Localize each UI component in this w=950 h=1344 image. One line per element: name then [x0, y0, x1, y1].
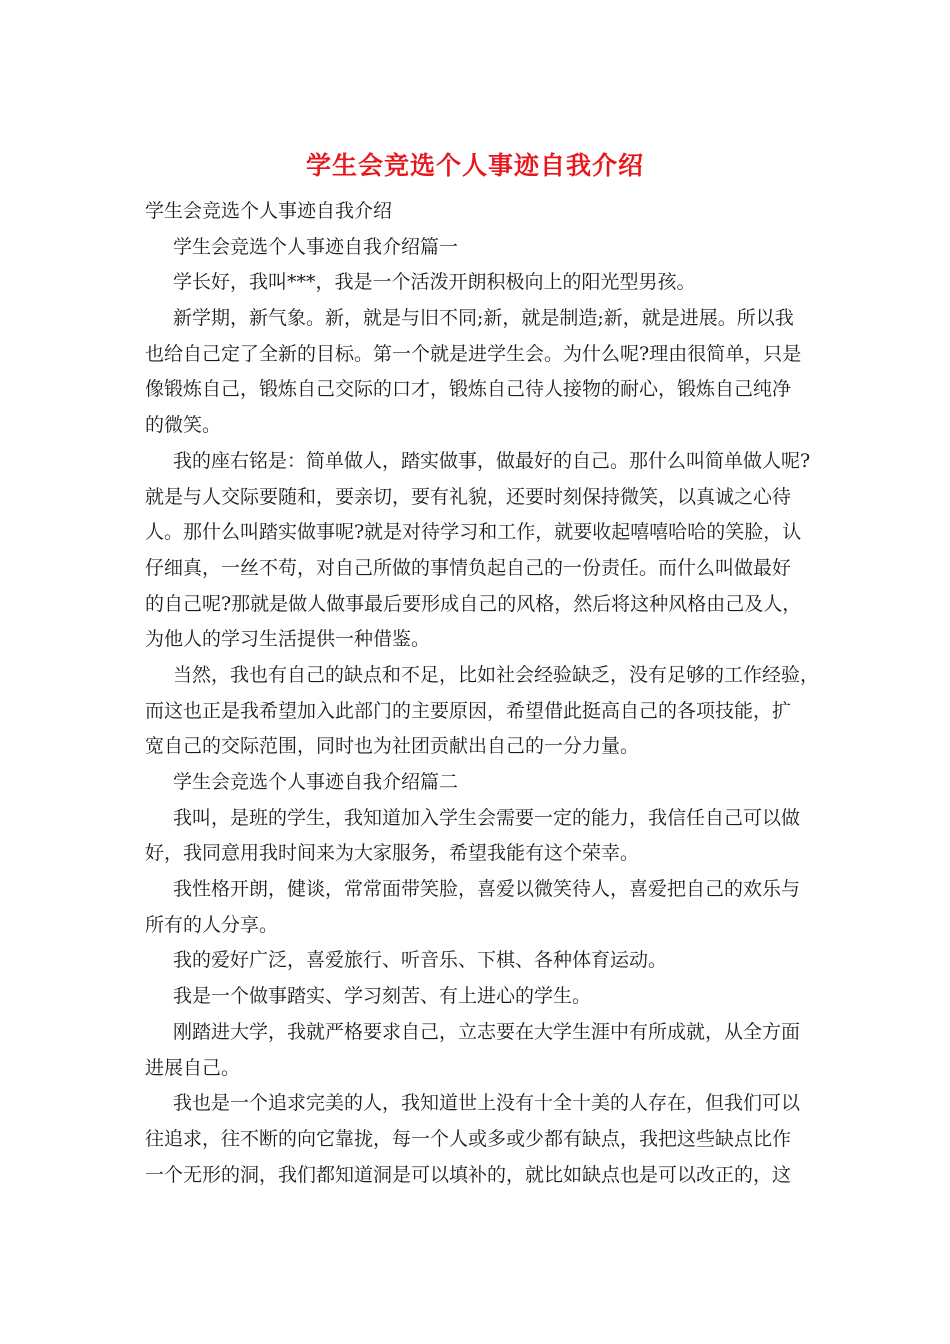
text-line: 学长好，我叫***，我是一个活泼开朗积极向上的阳光型男孩。: [173, 271, 696, 294]
document-title: 学生会竞选个人事迹自我介绍: [305, 151, 644, 180]
text-line: 宽自己的交际范围，同时也为社团贡献出自己的一分力量。: [145, 735, 640, 758]
text-line: 人。那什么叫踏实做事呢?就是对待学习和工作，就要收起嘻嘻哈哈的笑脸，认: [145, 521, 802, 544]
text-line: 我的座右铭是：简单做人，踏实做事，做最好的自己。那什么叫简单做人呢?: [173, 449, 811, 472]
text-line: 好，我同意用我时间来为大家服务，希望我能有这个荣幸。: [145, 842, 640, 865]
text-line: 就是与人交际要随和，要亲切，要有礼貌，还要时刻保持微笑，以真诚之心待: [145, 485, 792, 508]
text-line: 我是一个做事踏实、学习刻苦、有上进心的学生。: [173, 985, 592, 1008]
text-line: 我性格开朗，健谈，常常面带笑脸，喜爱以微笑待人，喜爱把自己的欢乐与: [173, 878, 801, 901]
text-line: 我也是一个追求完美的人，我知道世上没有十全十美的人存在，但我们可以: [173, 1092, 801, 1115]
text-line: 刚踏进大学，我就严格要求自己，立志要在大学生涯中有所成就，从全方面: [173, 1020, 801, 1043]
text-line: 学生会竞选个人事迹自我介绍篇二: [173, 771, 459, 793]
text-line: 我叫，是班的学生，我知道加入学生会需要一定的能力，我信任自己可以做: [173, 806, 801, 829]
text-line: 往追求，往不断的向它靠拢，每一个人或多或少都有缺点，我把这些缺点比作: [145, 1127, 792, 1150]
text-line: 新学期，新气象。新，就是与旧不同;新，就是制造;新，就是进展。所以我: [173, 307, 794, 330]
text-line: 所有的人分享。: [145, 913, 279, 936]
text-line: 学生会竞选个人事迹自我介绍篇一: [173, 235, 459, 258]
text-line: 仔细真，一丝不苟，对自己所做的事情负起自己的一份责任。而什么叫做最好: [145, 556, 792, 579]
text-line: 的自己呢?那就是做人做事最后要形成自己的风格，然后将这种风格由己及人，: [145, 592, 802, 615]
text-line: 当然，我也有自己的缺点和不足，比如社会经验缺乏，没有足够的工作经验，: [173, 663, 820, 686]
text-line: 的微笑。: [145, 414, 222, 437]
text-line: 为他人的学习生活提供一种借鉴。: [145, 628, 431, 651]
text-line: 而这也正是我希望加入此部门的主要原因，希望借此挺高自己的各项技能，扩: [145, 699, 792, 722]
text-line: 像锻炼自己，锻炼自己交际的口才，锻炼自己待人接物的耐心，锻炼自己纯净: [145, 378, 792, 401]
text-line: 学生会竞选个人事迹自我介绍: [145, 200, 393, 222]
document-body: [145, 194, 820, 1193]
text-line: 我的爱好广泛，喜爱旅行、听音乐、下棋、各种体育运动。: [173, 949, 668, 972]
text-line: 一个无形的洞，我们都知道洞是可以填补的，就比如缺点也是可以改正的，这: [145, 1163, 792, 1186]
text-line: 也给自己定了全新的目标。第一个就是进学生会。为什么呢?理由很简单，只是: [145, 342, 802, 365]
text-line: 进展自己。: [145, 1056, 241, 1079]
